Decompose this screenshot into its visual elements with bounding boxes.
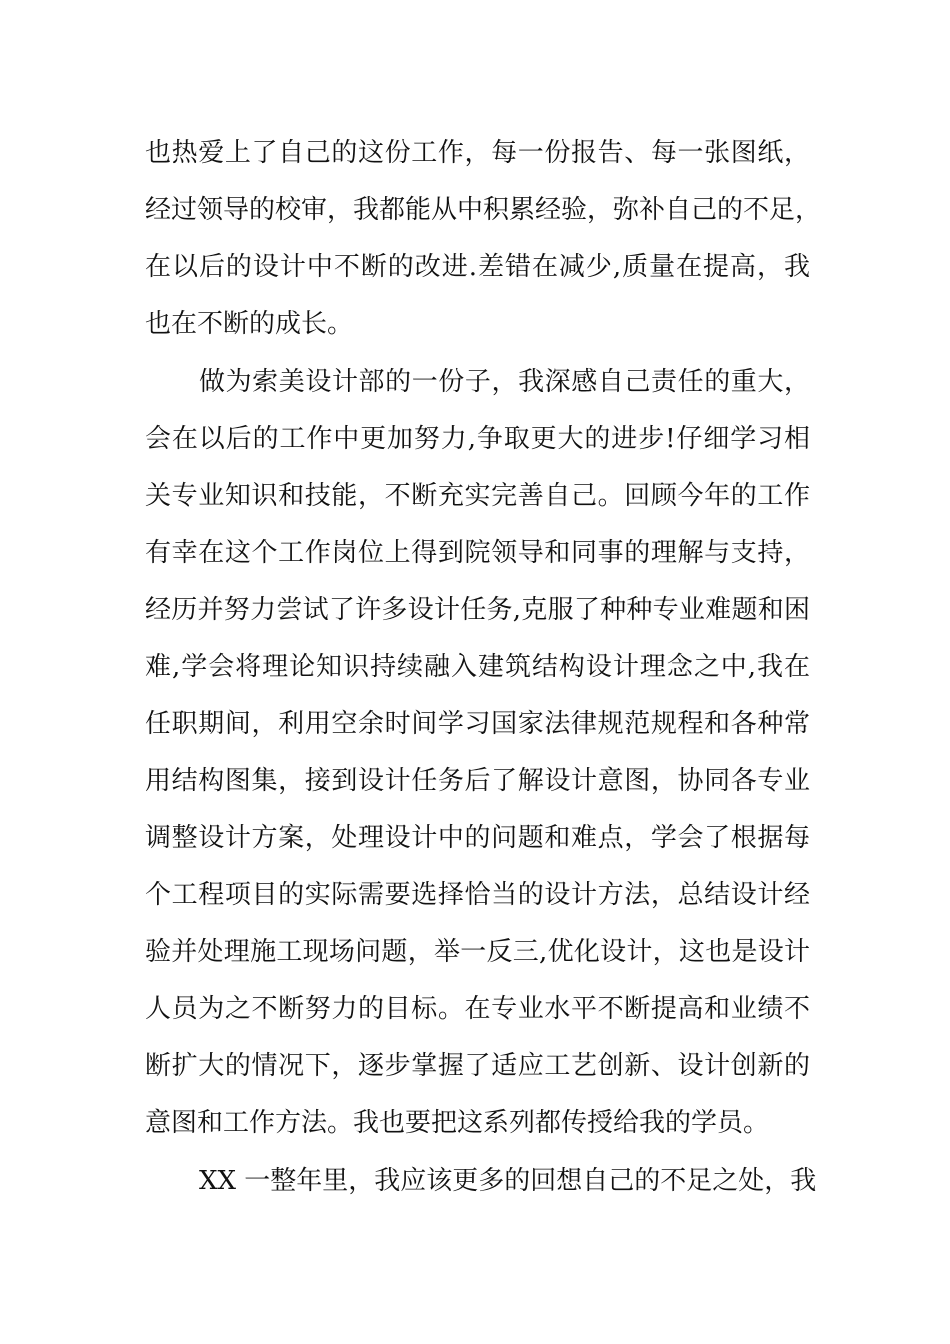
text-line: 有幸在这个工作岗位上得到院领导和同事的理解与支持， xyxy=(145,538,810,568)
paragraph-first-line: XX 一整年里，我应该更多的回想自己的不足之处，我 xyxy=(199,1166,817,1196)
text-line: 意图和工作方法。我也要把这系列都传授给我的学员。 xyxy=(145,1108,770,1138)
text-line: 经过领导的校审，我都能从中积累经验，弥补自己的不足， xyxy=(145,195,822,225)
text-line: 用结构图集，接到设计任务后了解设计意图，协同各专业 xyxy=(145,766,810,796)
text-line: 在以后的设计中不断的改进.差错在减少,质量在提高，我 xyxy=(145,252,810,282)
text-line: 会在以后的工作中更加努力,争取更大的进步!仔细学习相 xyxy=(145,424,810,454)
text-line: 人员为之不断努力的目标。在专业水平不断提高和业绩不 xyxy=(145,994,810,1024)
text-line: 难,学会将理论知识持续融入建筑结构设计理念之中,我在 xyxy=(145,652,810,682)
text-line: 调整设计方案，处理设计中的问题和难点，学会了根据每 xyxy=(145,823,810,853)
text-line: 验并处理施工现场问题，举一反三,优化设计，这也是设计 xyxy=(145,937,810,967)
text-line: 经历并努力尝试了许多设计任务,克服了种种专业难题和困 xyxy=(145,595,810,625)
text-line: 也热爱上了自己的这份工作，每一份报告、每一张图纸， xyxy=(145,138,810,168)
text-line: 关专业知识和技能，不断充实完善自己。回顾今年的工作 xyxy=(145,481,810,511)
text-line: 断扩大的情况下，逐步掌握了适应工艺创新、设计创新的 xyxy=(145,1051,810,1081)
text-line: 个工程项目的实际需要选择恰当的设计方法，总结设计经 xyxy=(145,880,810,910)
text-line: 也在不断的成长。 xyxy=(145,309,354,339)
text-line: 任职期间，利用空余时间学习国家法律规范规程和各种常 xyxy=(145,709,810,739)
paragraph-first-line: 做为索美设计部的一份子，我深感自己责任的重大， xyxy=(199,367,810,397)
